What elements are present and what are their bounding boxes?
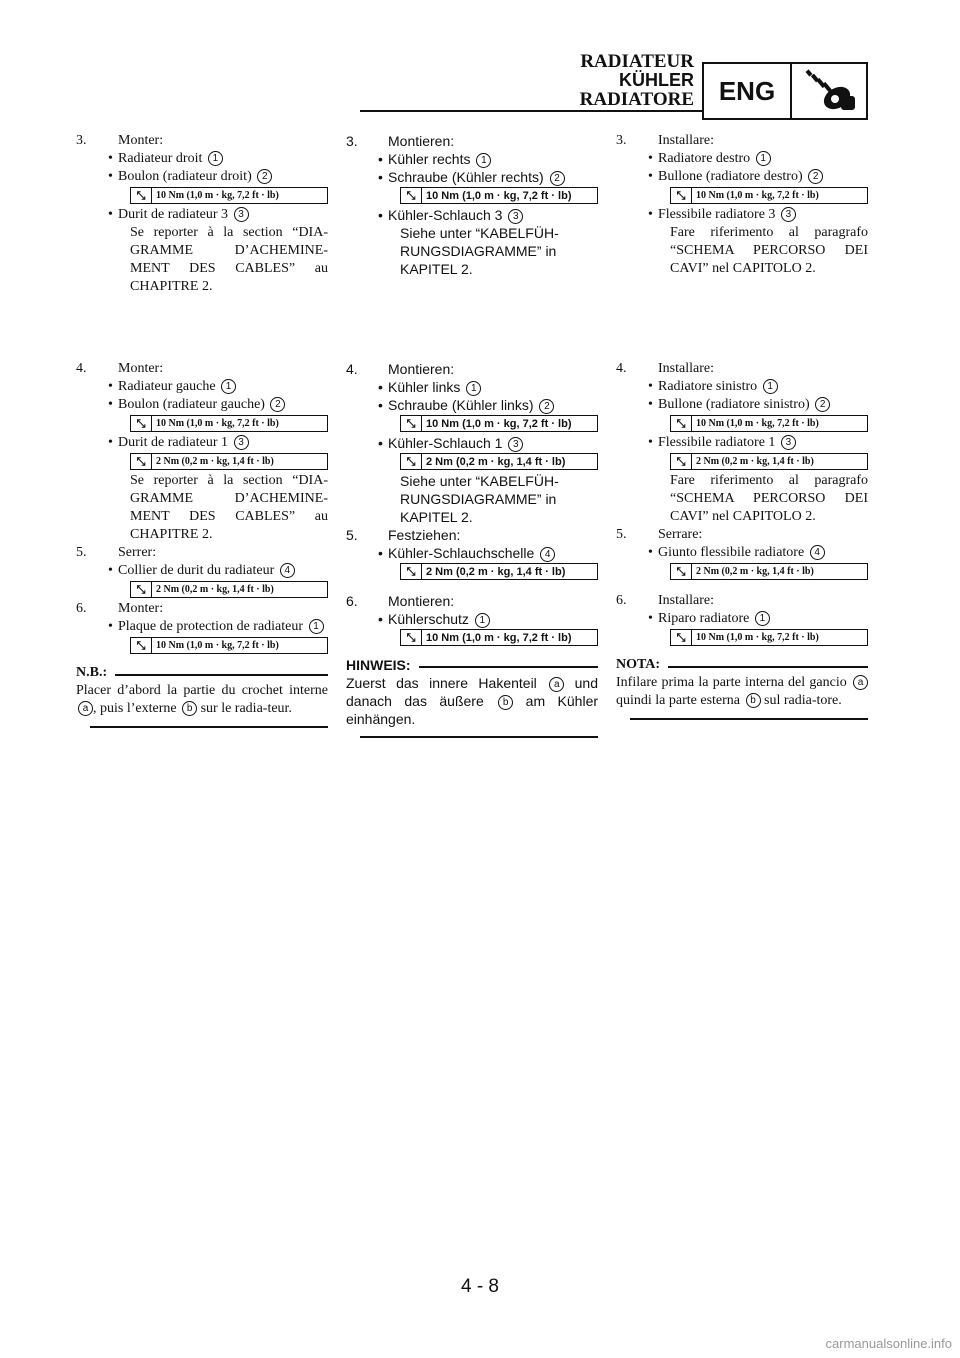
callout-b: b bbox=[746, 693, 761, 708]
torque-wrench-icon: ⤡ bbox=[131, 638, 152, 653]
watermark: carmanualsonline.info bbox=[825, 1336, 952, 1351]
torque-spec: ⤡ 2 Nm (0,2 m · kg, 1,4 ft · lb) bbox=[130, 581, 328, 598]
note-heading: NOTA: bbox=[616, 656, 868, 674]
torque-spec: ⤡ 10 Nm (1,0 m · kg, 7,2 ft · lb) bbox=[670, 187, 868, 204]
callout-1: 1 bbox=[763, 379, 778, 394]
note-end-rule bbox=[90, 726, 328, 728]
torque-spec: ⤡ 10 Nm (1,0 m · kg, 7,2 ft · lb) bbox=[400, 415, 598, 432]
reference-text: Se reporter à la section “DIA-GRAMME D’ACHEMINE-MENT DES CABLES” au CHAPITRE 2. bbox=[130, 225, 328, 294]
callout-a: a bbox=[549, 677, 564, 692]
torque-spec: ⤡ 10 Nm (1,0 m · kg, 7,2 ft · lb) bbox=[670, 629, 868, 646]
torque-wrench-icon: ⤡ bbox=[401, 630, 422, 645]
torque-spec: ⤡ 10 Nm (1,0 m · kg, 7,2 ft · lb) bbox=[400, 187, 598, 204]
callout-1: 1 bbox=[475, 613, 490, 628]
torque-spec: ⤡ 2 Nm (0,2 m · kg, 1,4 ft · lb) bbox=[670, 453, 868, 470]
callout-1: 1 bbox=[476, 153, 491, 168]
title-french: RADIATEUR bbox=[580, 51, 694, 72]
note-heading: HINWEIS: bbox=[346, 656, 598, 674]
torque-spec: ⤡ 10 Nm (1,0 m · kg, 7,2 ft · lb) bbox=[400, 629, 598, 646]
note-text: Infilare prima la parte interna del gancio a quindi la parte esterna b sul radia-tore. bbox=[616, 674, 868, 710]
reference-text: Siehe unter “KABELFÜH-RUNGSDIAGRAMME” in KAPITEL 2. bbox=[400, 225, 559, 277]
torque-spec: ⤡ 2 Nm (0,2 m · kg, 1,4 ft · lb) bbox=[670, 563, 868, 580]
italian-step-3: 3. Installare: • Radiatore destro 1 • Bullone (radiatore destro) 2 ⤡ 10 Nm (1,0 m · kg, 7,2 ft · lb) • Flessibile radiatore 3 3 Fare riferimento al paragrafo “SCHEMA PERCORSO DEI CAVI” nel CAPITOLO 2. bbox=[616, 133, 868, 276]
callout-b: b bbox=[182, 701, 197, 716]
note-text: Placer d’abord la partie du crochet interne a , puis l’externe b sur le radia-teur. bbox=[76, 683, 328, 716]
callout-1: 1 bbox=[755, 611, 770, 626]
callout-2: 2 bbox=[539, 399, 554, 414]
italian-steps-4-6: 4. Installare: • Radiatore sinistro 1 • Bullone (radiatore sinistro) 2 ⤡ 10 Nm (1,0 m · kg, 7,2 ft · lb) • Flessibile radiatore 1 3 ⤡ 2 Nm (0,2 m · kg, 1,4 ft · lb) Fare riferimento al paragrafo “SCHEMA PERCORSO DEI CAVI” nel CAPITOLO 2. 5. Serrare: • Giunto flessibile radiatore 4 ⤡ 2 Nm (0,2 m · kg, 1,4 ft · lb) 6. Installare: • Riparo radiatore 1 ⤡ 10 Nm (1,0 m · kg, 7,2 ft · lb) NOTA: Infilare prima la parte interna del gancio a quindi la parte esterna b sul radia-tore. bbox=[616, 360, 868, 720]
reference-text: Se reporter à la section “DIA-GRAMME D’ACHEMINE-MENT DES CABLES” au CHAPITRE 2. bbox=[130, 473, 328, 542]
callout-2: 2 bbox=[550, 171, 565, 186]
callout-3: 3 bbox=[781, 435, 796, 450]
callout-2: 2 bbox=[808, 169, 823, 184]
callout-3: 3 bbox=[234, 207, 249, 222]
callout-2: 2 bbox=[270, 397, 285, 412]
torque-spec: ⤡ 10 Nm (1,0 m · kg, 7,2 ft · lb) bbox=[670, 415, 868, 432]
callout-1: 1 bbox=[221, 379, 236, 394]
torque-wrench-icon: ⤡ bbox=[401, 564, 422, 579]
torque-wrench-icon: ⤡ bbox=[131, 416, 152, 431]
torque-spec: ⤡ 10 Nm (1,0 m · kg, 7,2 ft · lb) bbox=[130, 187, 328, 204]
callout-2: 2 bbox=[257, 169, 272, 184]
torque-spec: ⤡ 10 Nm (1,0 m · kg, 7,2 ft · lb) bbox=[130, 637, 328, 654]
torque-wrench-icon: ⤡ bbox=[401, 188, 422, 203]
note-text: Zuerst das innere Hakenteil a und danach das äußere b am Kühler einhängen. bbox=[346, 675, 599, 727]
german-steps-4-6: 4. Montieren: • Kühler links 1 • Schraube (Kühler links) 2 ⤡ 10 Nm (1,0 m · kg, 7,2 ft · lb) • Kühler-Schlauch 1 3 ⤡ 2 Nm (0,2 m · kg, 1,4 ft · lb) Siehe unter “KABELFÜH-RUNGSDIAGRAMME” in KAPITEL 2. 5. Festziehen: • Kühler-Schlauchschelle 4 ⤡ 2 Nm (0,2 m · kg, 1,4 ft · lb) 6. Montieren: • Kühlerschutz 1 ⤡ 10 Nm (1,0 m · kg, 7,2 ft · lb) HINWEIS: Zuerst das innere Hakenteil a und danach das äußere b am Kühler einhängen. bbox=[346, 360, 598, 738]
note-end-rule bbox=[630, 718, 868, 720]
page-number: 4 - 8 bbox=[460, 1276, 500, 1297]
engine-tool-icon bbox=[792, 64, 866, 118]
title-german: KÜHLER bbox=[619, 70, 694, 90]
torque-spec: ⤡ 10 Nm (1,0 m · kg, 7,2 ft · lb) bbox=[130, 415, 328, 432]
torque-spec: ⤡ 2 Nm (0,2 m · kg, 1,4 ft · lb) bbox=[130, 453, 328, 470]
eng-badge bbox=[702, 62, 868, 120]
torque-spec: ⤡ 2 Nm (0,2 m · kg, 1,4 ft · lb) bbox=[400, 563, 598, 580]
callout-1: 1 bbox=[208, 151, 223, 166]
french-steps-4-6: 4. Monter: • Radiateur gauche 1 • Boulon (radiateur gauche) 2 ⤡ 10 Nm (1,0 m · kg, 7,2 ft · lb) • Durit de radiateur 1 3 ⤡ 2 Nm (0,2 m · kg, 1,4 ft · lb) Se reporter à la section “DIA-GRAMME D’ACHEMINE-MENT DES CABLES” au CHAPITRE 2. 5. Serrer: • Collier de durit du radiateur 4 ⤡ 2 Nm (0,2 m · kg, 1,4 ft · lb) 6. Monter: • Plaque de protection de radiateur 1 ⤡ 10 Nm (1,0 m · kg, 7,2 ft · lb) N.B.: Placer d’abord la partie du crochet interne a , puis l’externe b sur le radia-teur. bbox=[76, 360, 328, 728]
callout-2: 2 bbox=[815, 397, 830, 412]
torque-wrench-icon: ⤡ bbox=[671, 454, 692, 469]
reference-text: Fare riferimento al paragrafo “SCHEMA PERCORSO DEI CAVI” nel CAPITOLO 2. bbox=[670, 473, 868, 524]
callout-3: 3 bbox=[508, 437, 523, 452]
title-italian: RADIATORE bbox=[579, 89, 694, 110]
section-titles bbox=[580, 52, 694, 109]
torque-wrench-icon: ⤡ bbox=[131, 454, 152, 469]
torque-wrench-icon: ⤡ bbox=[401, 454, 422, 469]
callout-4: 4 bbox=[540, 547, 555, 562]
callout-4: 4 bbox=[280, 563, 295, 578]
eng-label: ENG bbox=[704, 64, 792, 118]
note-heading: N.B.: bbox=[76, 664, 328, 682]
callout-3: 3 bbox=[234, 435, 249, 450]
french-step-3: 3. Monter: • Radiateur droit 1 • Boulon (radiateur droit) 2 ⤡ 10 Nm (1,0 m · kg, 7,2 ft · lb) • Durit de radiateur 3 3 Se reporter à la section “DIA-GRAMME D’ACHEMINE-MENT DES CABLES” au CHAPITRE 2. bbox=[76, 133, 328, 294]
torque-wrench-icon: ⤡ bbox=[401, 416, 422, 431]
reference-text: Fare riferimento al paragrafo “SCHEMA PERCORSO DEI CAVI” nel CAPITOLO 2. bbox=[670, 225, 868, 276]
torque-spec: ⤡ 2 Nm (0,2 m · kg, 1,4 ft · lb) bbox=[400, 453, 598, 470]
torque-wrench-icon: ⤡ bbox=[671, 564, 692, 579]
callout-4: 4 bbox=[810, 545, 825, 560]
callout-3: 3 bbox=[781, 207, 796, 222]
torque-wrench-icon: ⤡ bbox=[671, 630, 692, 645]
german-step-3: 3. Montieren: • Kühler rechts 1 • Schraube (Kühler rechts) 2 ⤡ 10 Nm (1,0 m · kg, 7,2 ft · lb) • Kühler-Schlauch 3 3 Siehe unter “KABELFÜH-RUNGSDIAGRAMME” in KAPITEL 2. bbox=[346, 132, 598, 278]
torque-wrench-icon: ⤡ bbox=[671, 188, 692, 203]
torque-wrench-icon: ⤡ bbox=[671, 416, 692, 431]
callout-a: a bbox=[853, 675, 868, 690]
callout-1: 1 bbox=[309, 619, 324, 634]
callout-1: 1 bbox=[756, 151, 771, 166]
torque-wrench-icon: ⤡ bbox=[131, 582, 152, 597]
callout-1: 1 bbox=[466, 381, 481, 396]
note-end-rule bbox=[360, 736, 598, 738]
reference-text: Siehe unter “KABELFÜH-RUNGSDIAGRAMME” in KAPITEL 2. bbox=[400, 473, 559, 525]
callout-3: 3 bbox=[508, 209, 523, 224]
torque-wrench-icon: ⤡ bbox=[131, 188, 152, 203]
callout-b: b bbox=[498, 695, 513, 710]
callout-a: a bbox=[78, 701, 93, 716]
